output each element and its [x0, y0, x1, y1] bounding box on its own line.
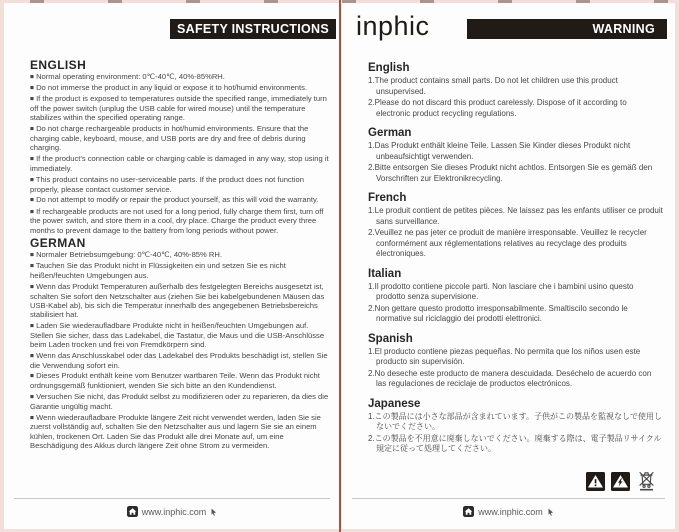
bullet-marker: ■	[30, 322, 34, 330]
bullet-item	[30, 195, 332, 205]
bullet-item	[30, 392, 332, 411]
language-heading: Japanese	[368, 397, 421, 410]
language-heading: Spanish	[368, 332, 413, 345]
numbered-item: 1.The product contains small parts. Do not let children use this product unsupervised.	[368, 76, 618, 96]
bullet-marker: ■	[30, 393, 34, 401]
bullet-text: Normal operating environment: 0℃-40℃, 40%-85%RH.	[36, 71, 225, 81]
bullet-text: If the product is exposed to temperatures outside the specified range, immediately turn off the power switch (unplug the USB cable for wired mouse) until the temperature stabilizes within the specified operating range.	[30, 94, 327, 123]
bullet-text: Wenn das Produkt Temperaturen außerhalb des festgelegten Bereichs ausgesetzt ist, schalten Sie sofort den Netzschalter aus (ziehen Sie bei kabelgebundenen Mäusen das USB-Kabel ab), bis sich die Temperatur innerhalb des angegebenen Betriebsbereichs stabilisiert hat.	[30, 281, 325, 320]
language-heading: ENGLISH	[30, 58, 87, 72]
bullet-item	[30, 154, 332, 173]
numbered-item: 1.El producto contiene piezas pequeñas. No permita que los niños usen este producto sin supervisión.	[368, 346, 641, 367]
bullet-text: Wenn wiederaufladbare Produkte längere Zeit nicht verwendet werden, laden Sie sie zuerst vollständig auf, schalten Sie den Netzschalter aus und lagern Sie sie an einem kühlen, trockenen Ort. Laden Sie das Produkt alle drei Monate auf, um eine Beschädigung des Akkus durch längere Zeit ohne Strom zu vermeiden.	[30, 412, 321, 450]
bullet-item	[30, 124, 332, 152]
language-heading: German	[368, 127, 412, 140]
bullet-marker: ■	[30, 176, 34, 184]
bullet-item	[30, 207, 332, 235]
page-safety-instructions	[4, 3, 340, 529]
bullet-marker: ■	[30, 414, 34, 422]
cursor-icon	[547, 508, 554, 516]
numbered-item: 2.Non gettare questo prodotto irresponsabilmente. Smaltiscilo secondo le normative sul riciclaggio dei prodotti elettronici.	[368, 303, 628, 324]
bullet-text: Versuchen Sie nicht, das Produkt selbst zu modifizieren oder zu reparieren, da dies die Garantie ungültig macht.	[30, 392, 329, 411]
bullet-text: If rechargeable products are not used for a long period, fully charge them first, turn off the power switch, and store them in a cool, dry place. Charge the product every three months to prevent damage to the battery from long periods without power.	[30, 206, 324, 235]
language-heading: Italian	[368, 267, 402, 280]
right-footer	[352, 498, 665, 517]
bullet-marker: ■	[30, 95, 34, 103]
warning-triangle-icon	[586, 472, 605, 491]
numbered-item: 2.この製品を不用意に廃棄しないでください。廃棄する際は、電子製品リサイクル規定に従って処理してください。	[368, 433, 662, 454]
bullet-item	[30, 94, 332, 122]
bullet-marker: ■	[30, 372, 34, 380]
page-divider	[339, 0, 341, 532]
cursor-icon	[210, 508, 217, 516]
bullet-text: Tauchen Sie das Produkt nicht in Flüssigkeiten ein und setzen Sie es nicht heißen/feuchten Umgebungen aus.	[30, 261, 286, 280]
language-heading: GERMAN	[30, 236, 86, 251]
certification-symbols	[586, 468, 657, 491]
bullet-marker: ■	[30, 196, 34, 204]
bullet-text: Do not immerse the product in any liquid or expose it to hot/humid environments.	[36, 83, 308, 93]
bullet-item	[30, 371, 332, 390]
bullet-item	[30, 261, 332, 280]
weee-bin-icon	[636, 468, 657, 491]
bullet-marker: ■	[30, 283, 34, 291]
bullet-text: Do not charge rechargeable products in hot/humid environments. Ensure that the charging cable, keyboard, mouse, and USB ports are dry and free of debris during charging.	[30, 124, 309, 153]
bullet-text: If the product's connection cable or charging cable is damaged in any way, stop using it immediately.	[30, 154, 329, 173]
bullet-item	[30, 250, 332, 260]
bullet-marker: ■	[30, 262, 34, 270]
bullet-marker: ■	[30, 125, 34, 133]
left-footer	[14, 498, 330, 517]
numbered-item: 1.Le produit contient de petites pièces. Ne laissez pas les enfants utiliser ce produit sans surveillance.	[368, 206, 663, 226]
bullet-text: Normaler Betriebsumgebung: 0℃-40℃, 40%-85% RH.	[36, 249, 222, 259]
bullet-text: Dieses Produkt enthält keine vom Benutzer wartbaren Teile. Wenn das Produkt nicht ordnungsgemäß funktioniert, wenden Sie sich bitte an den Kundendienst.	[30, 371, 320, 391]
bullet-marker: ■	[30, 155, 34, 163]
numbered-item: 1.Das Produkt enthält kleine Teile. Lassen Sie Kinder dieses Produkt nicht unbeaufsichtigt verwenden.	[368, 141, 631, 161]
bullet-marker: ■	[30, 73, 34, 81]
bullet-item	[30, 321, 332, 349]
page-warning	[342, 3, 675, 529]
inphic-logo: inphic	[356, 11, 430, 41]
electrical-hazard-icon	[611, 472, 630, 491]
bullet-text: Wenn das Anschlusskabel oder das Ladekabel des Produkts beschädigt ist, stellen Sie die Verwendung sofort ein.	[30, 350, 328, 370]
bullet-text: This product contains no user-serviceable parts. If the product does not function properly, please contact customer service.	[30, 174, 304, 194]
bullet-marker: ■	[30, 352, 34, 360]
bullet-marker: ■	[30, 251, 34, 259]
numbered-item: 1.この製品には小さな部品が含まれています。子供がこの製品を監視なしで使用しないでください。	[368, 411, 663, 432]
right-footer-url: www.inphic.com	[478, 506, 543, 517]
bullet-marker: ■	[30, 208, 34, 216]
bullet-item	[30, 175, 332, 194]
bullet-marker: ■	[30, 84, 34, 92]
safety-instructions-content	[30, 57, 332, 452]
bullet-item	[30, 413, 332, 451]
numbered-item: 2.Bitte entsorgen Sie dieses Produkt nicht achtlos. Entsorgen Sie es gemäß den Vorschriften zur Elektronikrecycling.	[368, 163, 653, 183]
bullet-text: Do not attempt to modify or repair the product yourself, as this will void the warranty.	[36, 195, 319, 205]
warning-banner: WARNING	[467, 19, 667, 39]
numbered-item: 1.Il prodotto contiene piccole parti. Non lasciare che i bambini usino questo prodotto senza supervisione.	[368, 281, 634, 302]
safety-instructions-banner: SAFETY INSTRUCTIONS	[170, 19, 336, 39]
language-heading: English	[368, 62, 410, 74]
bullet-item	[30, 282, 332, 320]
left-footer-url: www.inphic.com	[141, 506, 207, 517]
bullet-item	[30, 83, 332, 93]
numbered-item: 2.No deseche este producto de manera descuidada. Deséchelo de acuerdo con las regulaciones de reciclaje de productos electrónicos.	[368, 368, 652, 389]
language-heading: French	[368, 192, 407, 205]
home-icon	[463, 506, 474, 517]
warning-content	[368, 63, 663, 456]
numbered-item: 2.Veuillez ne pas jeter ce produit de manière irresponsable. Veuillez le recycler conformément aux réglementations relatives au recyclage des produits électroniques.	[368, 228, 647, 259]
bullet-item	[30, 72, 332, 82]
numbered-item: 2.Please do not discard this product carelessly. Dispose of it according to electronic product recycling regulations.	[368, 98, 627, 118]
bullet-text: Laden Sie wiederaufladbare Produkte nicht in heißen/feuchten Umgebungen auf. Stellen Sie sicher, dass das Ladekabel, die Tastatur, die Maus und die USB-Anschlüsse beim Laden trocken und frei von Fremdkörpern sind.	[30, 320, 325, 350]
bullet-item	[30, 351, 332, 370]
home-icon	[127, 506, 138, 517]
